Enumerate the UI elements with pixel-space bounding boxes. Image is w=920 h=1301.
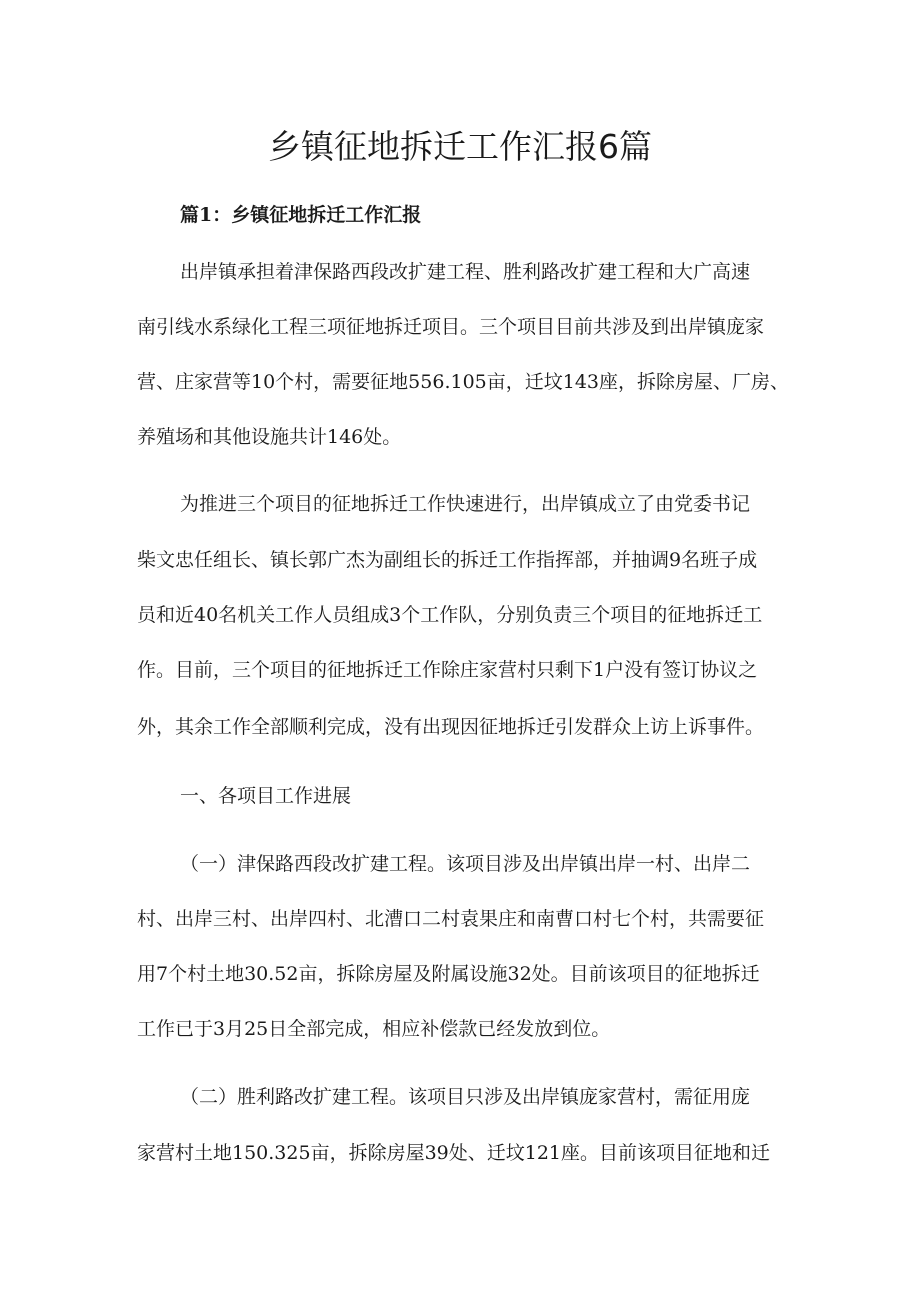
paragraph-line: 家营村土地150.325亩，拆除房屋39处、迁坟121座。目前该项目征地和迁: [137, 1142, 771, 1164]
subheading-line: 一、各项目工作进展: [180, 785, 352, 807]
document-title: 乡镇征地拆迁工作汇报6篇: [268, 127, 652, 166]
paragraph-line: 养殖场和其他设施共计146处。: [137, 426, 402, 448]
paragraph-line: 工作已于3月25日全部完成，相应补偿款已经发放到位。: [137, 1018, 611, 1040]
paragraph-line: 出岸镇承担着津保路西段改扩建工程、胜利路改扩建工程和大广高速: [180, 261, 751, 283]
paragraph-line: 南引线水系绿化工程三项征地拆迁项目。三个项目目前共涉及到出岸镇庞家: [137, 316, 765, 338]
paragraph-line: 外，其余工作全部顺利完成，没有出现因征地拆迁引发群众上访上诉事件。: [137, 716, 765, 738]
paragraph-line: 为推进三个项目的征地拆迁工作快速进行，出岸镇成立了由党委书记: [180, 493, 751, 515]
section-heading: 篇1：乡镇征地拆迁工作汇报: [180, 204, 422, 226]
paragraph-line: （一）津保路西段改扩建工程。该项目涉及出岸镇出岸一村、出岸二: [180, 853, 751, 875]
paragraph-line: （二）胜利路改扩建工程。该项目只涉及出岸镇庞家营村，需征用庞: [180, 1086, 751, 1108]
paragraph-line: 用7个村土地30.52亩，拆除房屋及附属设施32处。目前该项目的征地拆迁: [137, 963, 760, 985]
paragraph-line: 村、出岸三村、出岸四村、北漕口二村袁果庄和南曹口村七个村，共需要征: [137, 908, 765, 930]
paragraph-line: 员和近40名机关工作人员组成3个工作队，分别负责三个项目的征地拆迁工: [137, 604, 763, 626]
paragraph-line: 营、庄家营等10个村，需要征地556.105亩，迁坟143座，拆除房屋、厂房、: [137, 371, 790, 393]
paragraph-line: 作。目前，三个项目的征地拆迁工作除庄家营村只剩下1户没有签订协议之: [137, 659, 758, 681]
paragraph-line: 柴文忠任组长、镇长郭广杰为副组长的拆迁工作指挥部，并抽调9名班子成: [137, 549, 758, 571]
